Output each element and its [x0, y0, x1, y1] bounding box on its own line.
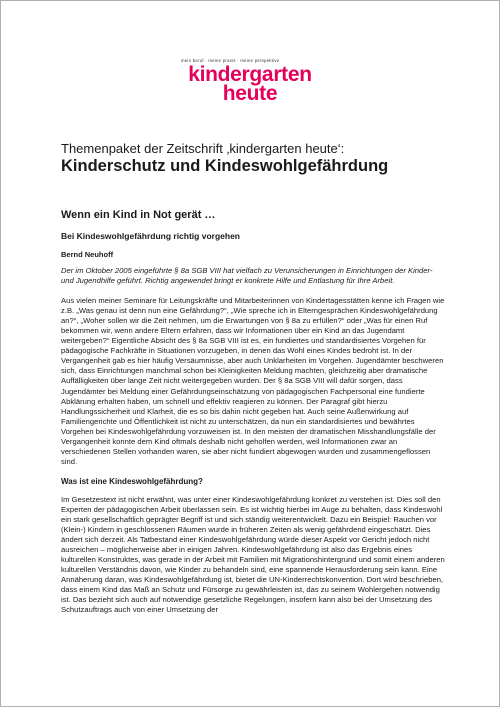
logo-wordmark-line2: heute	[222, 82, 278, 105]
article-title: Wenn ein Kind in Not gerät …	[61, 209, 216, 221]
article-lead: Der im Oktober 2005 eingeführte § 8a SGB VIII hat vielfach zu Verunsicherungen in Einrichtungen der Kinder- und Jugendhilfe geführt. Richtig angewendet bringt er konkrete Hilfe und Entlastung für Ihre Arbeit.	[61, 266, 433, 286]
magazine-logo	[1, 58, 499, 103]
article-paragraph-2: Im Gesetzestext ist nicht erwähnt, was unter einer Kindeswohlgefährdung konkret zu verstehen ist. Dies soll den Experten der pädagogischen Arbeit überlassen sein. Es ist wichtig hierbei im Auge zu behalten, dass Kindeswohl ein stark gesellschaftlich geprägter Begriff ist und sich ständig weiterentwickelt. Dazu ein Beispiel: Rauchen vor (Klein-) Kindern in geschlossenen Räumen wurde in früheren Zeiten als wenig gefährdend eingeschätzt. Dies ändert sich derzeit. Als Tatbestand einer Kindeswohlgefährdung würde dieser Aspekt vor Gericht jedoch nicht ausreichen – möglicherweise aber in einigen Jahren. Kindeswohlgefährdung ist also das Ergebnis eines kulturellen Konstruktes, was gerade in der Arbeit mit Familien mit Migrationshintergrund und somit einem anderen kulturellen Verständnis davon, wie Kinder zu behandeln sind, eine spannende Herausforderung sein kann. Eine Annäherung daran, was Kindeswohlgefährdung ist, bietet die UN-Kinderrechtskonvention. Dort wird beschrieben, dass einem Kind das Maß an Schutz und Fürsorge zu gewährleisten ist, das zu seinem Wohlergehen notwendig ist. Das bezieht sich auch auf notwendige gesetzliche Regelungen, insofern kann also bei der Umsetzung des Schutzauftrags auch von einer Umsetzung der	[61, 494, 445, 615]
page-title: Kinderschutz und Kindeswohlgefährdung	[61, 157, 389, 175]
series-kicker: Themenpaket der Zeitschrift ‚kindergarten heute‘:	[61, 141, 345, 156]
section-title: Was ist eine Kindeswohlgefährdung?	[61, 476, 203, 486]
logo-tagline: mein beruf · meine praxis · meine perspektive	[181, 58, 280, 63]
document-content	[61, 141, 446, 615]
logo-wordmark-line1: kindergarten	[188, 63, 312, 86]
article-author: Bernd Neuhoff	[61, 250, 114, 259]
article-paragraph-1: Aus vielen meiner Seminare für Leitungskräfte und Mitarbeiterinnen von Kindertagesstätten kenne ich Fragen wie z.B. „Was genau ist denn nun eine Gefährdung?“, „Wie spreche ich in Elterngesprächen Kindeswohlgefährdung an?“, „Woher sollen wir die Zeit nehmen, um die Erwartungen von § 8a zu erfüllen?“ oder „Was für einen Ruf bekommen wir, wenn andere Eltern erfahren, dass wir Informationen über ein Kind an das Jugendamt weitergeben?“ Eigentliche Absicht des § 8a SGB VIII ist es, ein fundiertes und standardisiertes Vorgehen für pädagogische Fachkräfte in Situationen vorzugeben, in denen das Wohl eines Kindes bedroht ist. In der Vergangenheit gab es hier häufig Versäumnisse, aber auch Unklarheiten im Vorgehen. Jugendämter beschweren sich, dass Einrichtungen manchmal schon bei Kleinigkeiten Meldung machten, gleichzeitig aber dramatische Auffälligkeiten über lange Zeit nicht weitergegeben wurden. Der § 8a SGB VIII will dafür sorgen, dass Jugendämter bei Meldung einer Gefährdungseinschätzung von pädagogischen Fachpersonal eine fundierte Abklärung erhalten haben, um schnell und effektiv reagieren zu können. Der Paragraf gibt hierzu Handlungssicherheit und Klarheit, die es so bis dahin nicht gegeben hat. Auch seine Außenwirkung auf Familiengerichte und Öffentlichkeit ist nicht zu unterschätzen, da nun ein standardisiertes und bewährtes Vorgehen bei Kindeswohlgefährdung vorzuweisen ist. In den meisten der dramatischen Misshandlungsfälle der Vergangenheit konnte dem Kind oftmals deshalb nicht geholfen werden, weil Informationen zwar an verschiedenen Stellen vorhanden waren, sie aber nicht fundiert abgewogen wurden und zusammengeflossen sind.	[61, 296, 445, 466]
article-subtitle: Bei Kindeswohlgefährdung richtig vorgehen	[61, 231, 240, 241]
